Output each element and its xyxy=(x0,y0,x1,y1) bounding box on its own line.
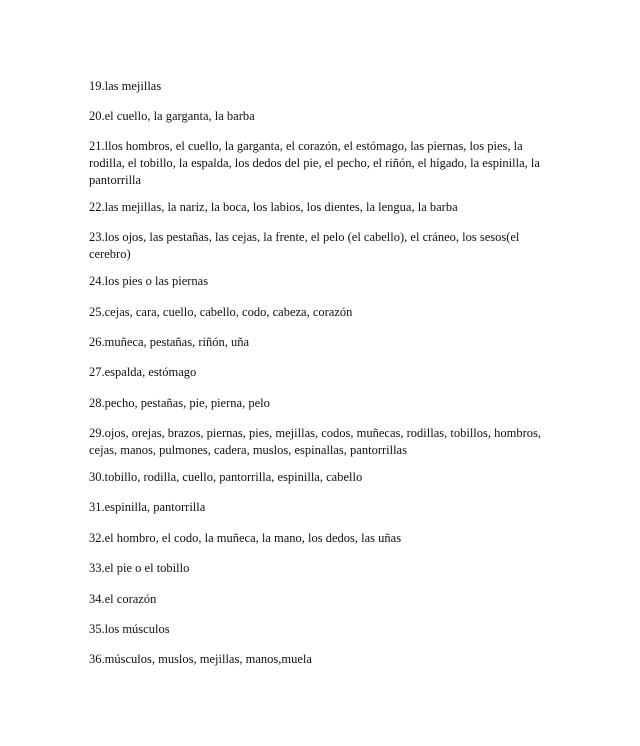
answer-item-34: 34.el corazón xyxy=(89,592,157,606)
answer-item-30: 30.tobillo, rodilla, cuello, pantorrilla, espinilla, cabello xyxy=(89,470,363,484)
answer-item-35: 35.los músculos xyxy=(89,622,170,636)
answer-item-33: 33.el pie o el tobillo xyxy=(89,561,190,575)
answer-item-32: 32.el hombro, el codo, la muñeca, la mano, los dedos, las uñas xyxy=(89,531,402,545)
answer-item-21: 21.llos hombros, el cuello, la garganta, el corazón, el estómago, las piernas, los pies, la rodilla, el tobillo, la espalda, los dedos del pie, el pecho, el riñón, el hígado, la espinilla, la pantorrilla xyxy=(89,139,540,187)
answer-item-27: 27.espalda, estómago xyxy=(89,365,197,379)
answer-item-20: 20.el cuello, la garganta, la barba xyxy=(89,109,255,123)
answer-item-24: 24.los pies o las piernas xyxy=(89,274,209,288)
answer-item-29: 29.ojos, orejas, brazos, piernas, pies, mejillas, codos, muñecas, rodillas, tobillos, hombros, cejas, manos, pulmones, cadera, muslos, espinallas, pantorrillas xyxy=(89,426,542,457)
answer-item-23: 23.los ojos, las pestañas, las cejas, la frente, el pelo (el cabello), el cráneo, los sesos(el cerebro) xyxy=(89,230,520,261)
answer-item-22: 22.las mejillas, la nariz, la boca, los labios, los dientes, la lengua, la barba xyxy=(89,200,458,214)
answer-item-19: 19.las mejillas xyxy=(89,79,162,93)
answer-item-26: 26.muñeca, pestañas, riñón, uña xyxy=(89,335,250,349)
answer-item-25: 25.cejas, cara, cuello, cabello, codo, cabeza, corazón xyxy=(89,305,353,319)
answer-item-28: 28.pecho, pestañas, pie, pierna, pelo xyxy=(89,396,270,410)
answer-item-36: 36.músculos, muslos, mejillas, manos,muela xyxy=(89,652,312,666)
answer-item-31: 31.espinilla, pantorrilla xyxy=(89,500,206,514)
